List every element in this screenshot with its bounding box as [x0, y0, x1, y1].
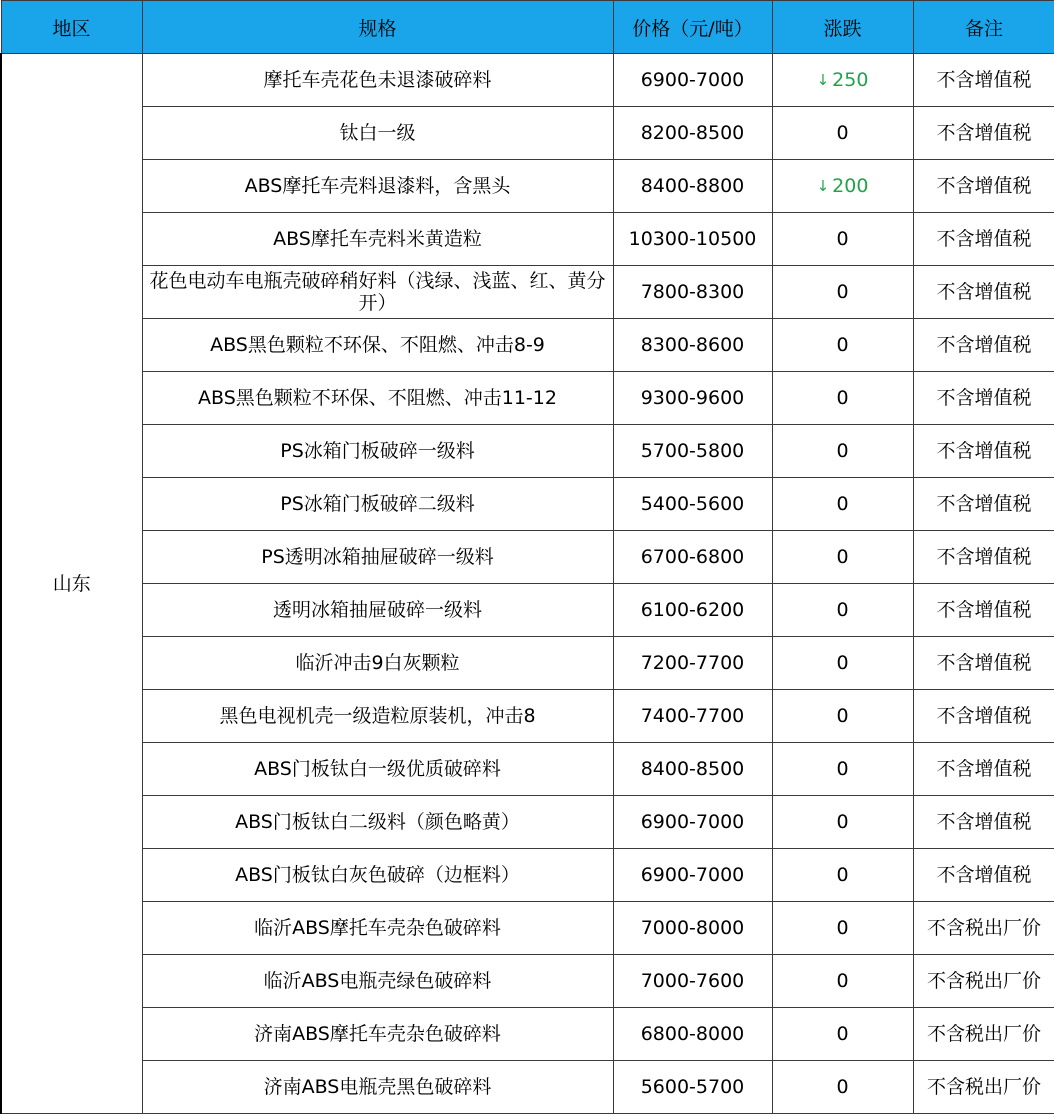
table-row [1, 531, 1054, 584]
change-cell [772, 902, 913, 955]
spec-cell: PS冰箱门板破碎二级料 [142, 478, 613, 531]
change-value: 0 [836, 440, 849, 462]
change-value: 0 [836, 281, 849, 303]
table-row [1, 372, 1054, 425]
change-value: 0 [836, 599, 849, 621]
note-cell: 不含增值税 [913, 849, 1054, 902]
price-cell: 5600-5700 [613, 1061, 772, 1114]
region-cell: 山东 [1, 54, 142, 1114]
note-cell: 不含增值税 [913, 743, 1054, 796]
spec-cell: PS透明冰箱抽屉破碎一级料 [142, 531, 613, 584]
change-cell [772, 160, 913, 213]
note-cell: 不含增值税 [913, 319, 1054, 372]
table-row [1, 1008, 1054, 1061]
down-arrow-icon: ↓ [816, 71, 830, 89]
change-value: 0 [836, 1023, 849, 1045]
table-row [1, 107, 1054, 160]
table-row [1, 1061, 1054, 1114]
price-cell: 7000-8000 [613, 902, 772, 955]
header-row [1, 1, 1054, 54]
price-cell: 8400-8800 [613, 160, 772, 213]
change-value: 0 [836, 864, 849, 886]
change-cell [772, 584, 913, 637]
spec-cell: 透明冰箱抽屉破碎一级料 [142, 584, 613, 637]
change-cell [772, 1008, 913, 1061]
table-row [1, 425, 1054, 478]
note-cell: 不含税出厂价 [913, 1008, 1054, 1061]
change-value: 0 [836, 334, 849, 356]
note-cell: 不含增值税 [913, 637, 1054, 690]
change-cell [772, 213, 913, 266]
change-cell [772, 425, 913, 478]
price-cell: 5400-5600 [613, 478, 772, 531]
change-cell [772, 531, 913, 584]
change-cell [772, 1061, 913, 1114]
price-cell: 10300-10500 [613, 213, 772, 266]
spec-cell: 黑色电视机壳一级造粒原装机，冲击8 [142, 690, 613, 743]
change-value: 0 [836, 1076, 849, 1098]
spec-cell: ABS黑色颗粒不环保、不阻燃、冲击11-12 [142, 372, 613, 425]
change-value: 0 [836, 387, 849, 409]
header-note: 备注 [913, 1, 1054, 54]
price-cell: 8400-8500 [613, 743, 772, 796]
price-cell: 8300-8600 [613, 319, 772, 372]
change-cell [772, 690, 913, 743]
change-value: 0 [836, 917, 849, 939]
price-cell: 9300-9600 [613, 372, 772, 425]
spec-cell: 摩托车壳花色未退漆破碎料 [142, 54, 613, 107]
table-row [1, 584, 1054, 637]
spec-cell: 临沂ABS摩托车壳杂色破碎料 [142, 902, 613, 955]
price-cell: 6900-7000 [613, 796, 772, 849]
price-cell: 6800-8000 [613, 1008, 772, 1061]
change-cell [772, 478, 913, 531]
table-row [1, 849, 1054, 902]
note-cell: 不含增值税 [913, 478, 1054, 531]
change-cell [772, 743, 913, 796]
note-cell: 不含增值税 [913, 531, 1054, 584]
note-cell: 不含增值税 [913, 425, 1054, 478]
table-row [1, 955, 1054, 1008]
spec-cell: 钛白一级 [142, 107, 613, 160]
table-row [1, 478, 1054, 531]
table-body [1, 54, 1054, 1114]
change-value: 0 [836, 493, 849, 515]
change-value: 0 [836, 652, 849, 674]
spec-cell: ABS门板钛白一级优质破碎料 [142, 743, 613, 796]
header-price: 价格（元/吨） [613, 1, 772, 54]
table-row [1, 54, 1054, 107]
spec-cell: 临沂ABS电瓶壳绿色破碎料 [142, 955, 613, 1008]
change-cell [772, 107, 913, 160]
spec-cell: ABS摩托车壳料米黄造粒 [142, 213, 613, 266]
spec-cell: 济南ABS摩托车壳杂色破碎料 [142, 1008, 613, 1061]
note-cell: 不含增值税 [913, 213, 1054, 266]
note-cell: 不含增值税 [913, 160, 1054, 213]
change-value: 0 [836, 546, 849, 568]
header-region: 地区 [1, 1, 142, 54]
change-cell [772, 955, 913, 1008]
table-row [1, 796, 1054, 849]
note-cell: 不含增值税 [913, 54, 1054, 107]
table-row [1, 902, 1054, 955]
note-cell: 不含税出厂价 [913, 955, 1054, 1008]
note-cell: 不含增值税 [913, 266, 1054, 319]
header-spec: 规格 [142, 1, 613, 54]
change-value: 0 [836, 122, 849, 144]
table-row [1, 743, 1054, 796]
price-cell: 7000-7600 [613, 955, 772, 1008]
note-cell: 不含增值税 [913, 107, 1054, 160]
change-value: 0 [836, 970, 849, 992]
change-cell [772, 637, 913, 690]
note-cell: 不含税出厂价 [913, 902, 1054, 955]
change-cell [772, 54, 913, 107]
note-cell: 不含增值税 [913, 796, 1054, 849]
spec-cell: ABS黑色颗粒不环保、不阻燃、冲击8-9 [142, 319, 613, 372]
price-cell: 6700-6800 [613, 531, 772, 584]
price-cell: 7200-7700 [613, 637, 772, 690]
table-row [1, 213, 1054, 266]
table-row [1, 160, 1054, 213]
price-cell: 6100-6200 [613, 584, 772, 637]
price-cell: 6900-7000 [613, 849, 772, 902]
change-value: 0 [836, 811, 849, 833]
change-value: 0 [836, 758, 849, 780]
spec-cell: ABS门板钛白灰色破碎（边框料） [142, 849, 613, 902]
change-cell [772, 372, 913, 425]
header-change: 涨跌 [772, 1, 913, 54]
spec-cell: ABS门板钛白二级料（颜色略黄） [142, 796, 613, 849]
change-cell [772, 319, 913, 372]
down-arrow-icon: ↓ [816, 177, 830, 195]
note-cell: 不含税出厂价 [913, 1061, 1054, 1114]
change-cell [772, 796, 913, 849]
price-cell: 8200-8500 [613, 107, 772, 160]
change-cell [772, 849, 913, 902]
table-row [1, 266, 1054, 319]
spec-cell: 临沂冲击9白灰颗粒 [142, 637, 613, 690]
note-cell: 不含增值税 [913, 584, 1054, 637]
table-row [1, 690, 1054, 743]
price-cell: 7800-8300 [613, 266, 772, 319]
price-cell: 5700-5800 [613, 425, 772, 478]
table-row [1, 319, 1054, 372]
price-cell: 7400-7700 [613, 690, 772, 743]
change-value: 200 [832, 175, 869, 197]
change-cell [772, 266, 913, 319]
spec-cell: 济南ABS电瓶壳黑色破碎料 [142, 1061, 613, 1114]
table-row [1, 637, 1054, 690]
note-cell: 不含增值税 [913, 690, 1054, 743]
change-value: 0 [836, 705, 849, 727]
change-value: 250 [832, 69, 869, 91]
change-value: 0 [836, 228, 849, 250]
spec-cell: 花色电动车电瓶壳破碎稍好料（浅绿、浅蓝、红、黄分开） [142, 266, 613, 319]
spec-cell: ABS摩托车壳料退漆料，含黑头 [142, 160, 613, 213]
spec-cell: PS冰箱门板破碎一级料 [142, 425, 613, 478]
price-cell: 6900-7000 [613, 54, 772, 107]
note-cell: 不含增值税 [913, 372, 1054, 425]
